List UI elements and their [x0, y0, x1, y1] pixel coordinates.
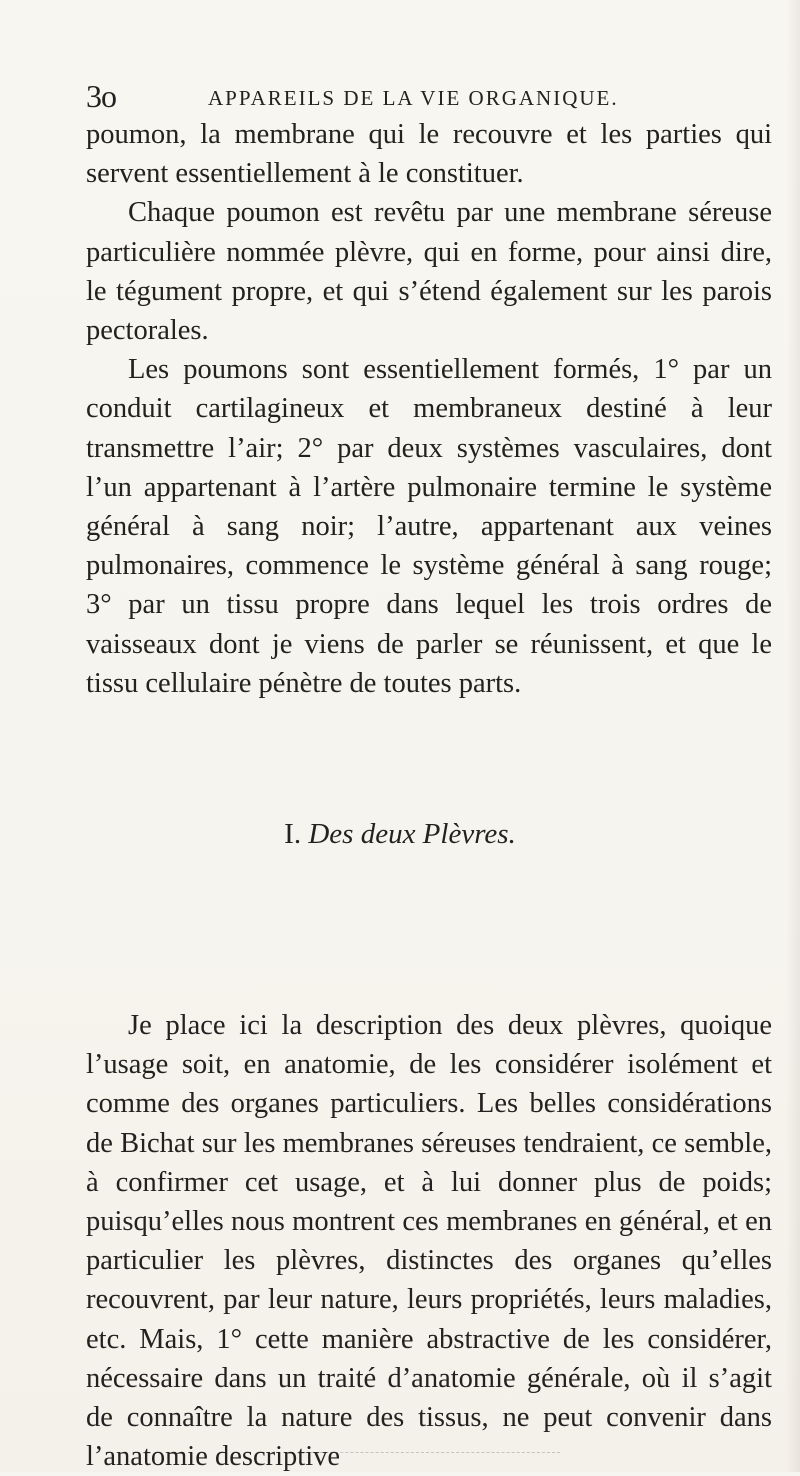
section-title: Des deux Plèvres.: [308, 818, 516, 850]
section-heading: [0, 818, 800, 851]
text-block-bottom: [86, 1006, 772, 1476]
page-edge-shadow: [786, 0, 800, 1472]
section-number: I.: [284, 818, 302, 850]
text-block-top: [86, 115, 772, 703]
paragraph-description: Je place ici la description des deux plèvres, quoique l’usage soit, en anatomie, de les considérer isolément et comme des organes particuliers. Les belles considérations de Bichat sur les membranes séreuses tendraient, ce semble, à confirmer cet usage, et à lui donner plus de poids; puisqu’elles nous montrent ces membranes en général, et en particulier les plèvres, distinctes des organes qu’elles recouvrent, par leur nature, leurs propriétés, leurs maladies, etc. Mais, 1° cette manière abstractive de les considérer, nécessaire dans un traité d’anatomie générale, où il s’agit de connaître la nature des tissus, ne peut convenir dans l’anatomie descriptive: [86, 1010, 772, 1473]
paragraph-continuation: poumon, la membrane qui le recouvre et les parties qui servent essentiellement à le constituer.: [86, 119, 772, 190]
bottom-ink-marks: [300, 1452, 560, 1455]
paragraph-plevre: Chaque poumon est revêtu par une membrane séreuse particulière nommée plèvre, qui en forme, pour ainsi dire, le tégument propre, et qui s’étend également sur les parois pectorales.: [86, 197, 772, 347]
paragraph-poumons: Les poumons sont essentiellement formés, 1° par un conduit cartilagineux et membraneux destiné à leur transmettre l’air; 2° par deux systèmes vasculaires, dont l’un appartenant à l’artère pulmonaire termine le système général à sang noir; l’autre, appartenant aux veines pulmonaires, commence le système général à sang rouge; 3° par un tissu propre dans lequel les trois ordres de vaisseaux dont je viens de parler se réunissent, et que le tissu cellulaire pénètre de toutes parts.: [86, 354, 772, 699]
page-number: 3o: [86, 78, 116, 114]
page-header: [86, 78, 766, 118]
running-title: APPAREILS DE LA VIE ORGANIQUE.: [208, 86, 619, 110]
